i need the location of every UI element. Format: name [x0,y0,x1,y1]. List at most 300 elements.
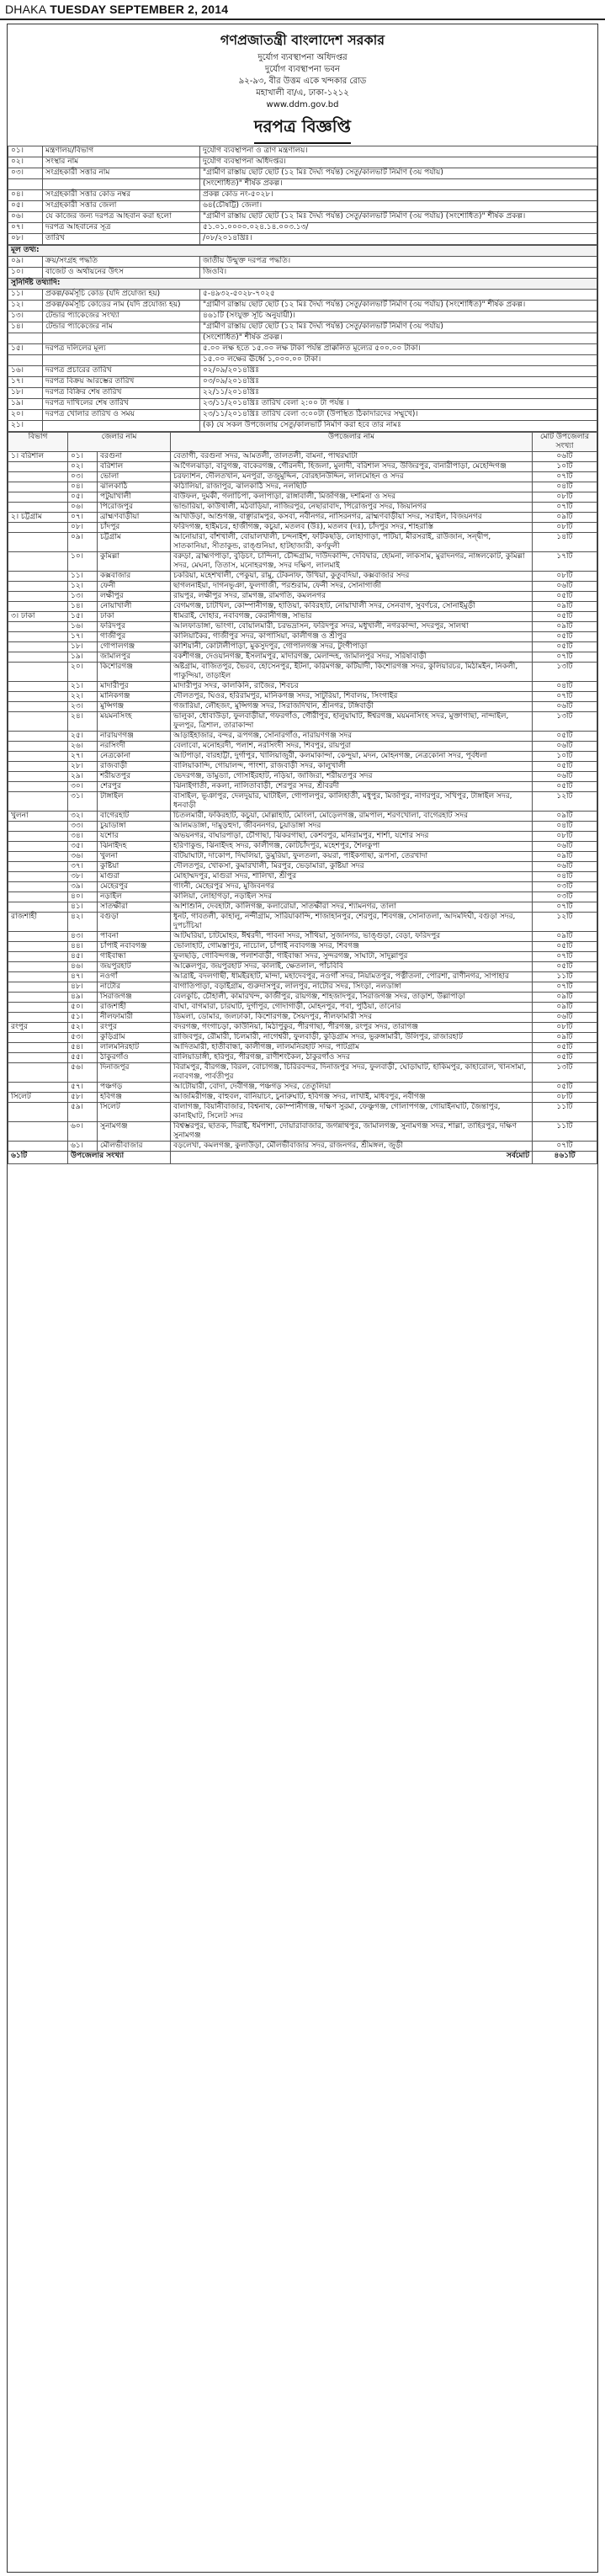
upazila-count: ০৮টি [533,572,597,582]
district-number: ৩৬। [68,852,98,862]
upazila-list: আটঘরিয়া, চাটমোহর, ঈশ্বরদী, পাবনা সদর, সাঁথিয়া, সুজানগর, ভাঙ্গুড়া, বেড়া, ফরিদপুর [171,932,533,942]
district-row [8,1023,597,1033]
division-name [8,1033,68,1043]
division-name [8,572,68,582]
district-number: ৩৪। [68,832,98,842]
district-number: ১০। [68,552,98,572]
row-number: ০৭। [8,223,43,234]
row-value: ২২/১১/২০১৪খ্রিঃ [200,388,597,399]
district-name: নড়াইল [98,892,171,902]
district-name: মানিকগঞ্জ [98,692,171,702]
row-value: ৫-৪৯৩২-৫০২৮-৭০২৫ [200,290,597,301]
district-row [8,1003,597,1013]
upazila-list: আখাউড়া, আশুগঞ্জ, বাঞ্ছারামপুর, কসবা, নবীনগর, নাসিরনগর, ব্রাহ্মণবাড়ীয়া সদর, সরাইল, বিজয়নগর [171,513,533,523]
district-number: ৫৫। [68,1053,98,1063]
row-number: ১৬। [8,366,43,377]
district-number: ২৬। [68,742,98,752]
upazila-count: ০৭টি [533,952,597,962]
district-number: ৩৩। [68,822,98,832]
upazila-list: রায়পুর, লক্ষীপুর সদর, রামগঞ্জ, রামগতি, কমলনগর [171,592,533,602]
district-name: টাঙ্গাইল [98,792,171,812]
district-name: লালমনিরহাট [98,1043,171,1053]
row-label: দরপত্র খোলার তারিখ ও সময় [43,410,200,421]
district-name: চাঁপাই নবাবগঞ্জ [98,942,171,952]
upazila-count: ১৩টি [533,663,597,682]
key-table [8,245,597,432]
district-number: ২২। [68,692,98,702]
upazila-list: আটপাড়া, বারহাট্টা, দুর্গাপুর, খালিয়াজুরী, কলমাকান্দা, কেন্দুয়া, মদন, মোহনগঞ্জ, নেত্রকোনা সদর, পূর্বধলা [171,752,533,762]
row-number: ১৫। [8,344,43,355]
upazila-count: ০৬টি [533,862,597,872]
district-number: ১৭। [68,632,98,642]
upazila-count: ০৩টি [533,892,597,902]
district-name: দিনাজপুর [98,1063,171,1083]
division-name [8,642,68,652]
upazila-count: ১৭টি [533,552,597,572]
grand-total-count: ৪৬১টি [533,1152,597,1164]
upazila-list: মোহাম্মদপুর, মাগুরা সদর, শালিখা, শ্রীপুর [171,872,533,882]
district-row [8,742,597,752]
district-row [8,762,597,772]
division-name [8,872,68,882]
district-name: সাতক্ষীরা [98,902,171,913]
district-number: ১৪। [68,602,98,612]
district-name: সিলেট [98,1103,171,1122]
upazila-list: আটোয়ারী, বোদা, দেবীগঞ্জ, পঞ্চগড় সদর, তেতুলিয়া [171,1083,533,1093]
division-name [8,852,68,862]
info-row [8,234,597,245]
row-value: ২৩/১১/২০১৪খ্রিঃ তারিখ বেলা ২:০০ টা পর্যন্ত । [200,399,597,410]
row-label: সংগ্রহকারী সত্তার জেলা [43,201,200,212]
district-row [8,772,597,782]
info-row [8,344,597,355]
district-number: ৫২। [68,1023,98,1033]
district-number: ২০। [68,663,98,682]
district-name: ব্রাহ্মণবাড়ীয়া [98,513,171,523]
upazila-list: ভান্ডারিয়া, কাউখালী, মঠবাড়িয়া, নাজিরপুর, নেছারাবাদ, পিরোজপুর সদর, জিয়ানগর [171,503,533,513]
upazila-count: ০৭টি [533,982,597,993]
district-row [8,523,597,533]
row-value: ৪৬১টি (সংযুক্ত সূচি অনুযায়ী)। [200,311,597,322]
district-row [8,1043,597,1053]
district-number: ৪১। [68,902,98,913]
district-name: পটুয়াখালী [98,492,171,503]
district-name: চুয়াডাঙ্গা [98,822,171,832]
district-number: ০১। [68,452,98,462]
row-value: দুর্যোগ ব্যবস্থাপনা ও ত্রাণ মন্ত্রণালয়। [200,146,597,157]
district-name: খুলনা [98,852,171,862]
row-value: ৫.০০ লক্ষ হতে ১৫.০০ লক্ষ টাকা পর্যন্ত প্রাক্কলিত মূল্যের ৫০০.০০ টাকা। [200,344,597,355]
row-label [43,179,200,190]
upazila-count: ০৬টি [533,772,597,782]
upazila-list: ভালুকা, ধোবাউড়া, ফুলবাড়ীয়া, গফরগাঁও, গৌরীপুর, হালুয়াঘাট, ঈশ্বরগঞ্জ, ময়মনসিংহ সদর, মুক্তাগাছা, নান্দাইল, ফুলপুর, ত্রিশাল, তারাকান্দা [171,712,533,732]
masthead-paper: DHAKA [5,3,47,16]
upazila-list: কালিয়া, লোহাগড়া, নড়াইল সদর [171,892,533,902]
row-label: যে কাজের জন্য দরপত্র আহবান করা হলো [43,212,200,223]
district-number: ৫৮। [68,1093,98,1103]
upazila-list: বেলকুচি, চৌহালী, কামারখন্দ, কাজীপুর, রায়গঞ্জ, শাহজাদপুর, সিরাজগঞ্জ সদর, তাড়াশ, উল্লাপাড়া [171,993,533,1003]
upazila-count: ০৯টি [533,513,597,523]
row-value: /০৮/২০১৪খ্রিঃ। [200,234,597,245]
district-number: ০৬। [68,503,98,513]
upazila-count: ০৫টি [533,1053,597,1063]
info-row [8,212,597,223]
division-name [8,1083,68,1093]
row-value: "গ্রামীণ রাস্তায় ছোট ছোট (১২ মিঃ দৈর্ঘ্য পর্যন্ত) সেতু/কালভার্ট নির্মাণ (৩য় পর্যায়) [200,322,597,333]
upazila-count: ০৯টি [533,602,597,612]
district-table [8,432,597,1164]
row-number: ১৯। [8,399,43,410]
district-name: গাজীপুর [98,632,171,642]
upazila-count: ০৭টি [533,1142,597,1152]
district-number: ০৩। [68,472,98,482]
district-row [8,732,597,742]
office-line: দুর্যোগ ব্যবস্থাপনা অধিদপ্তর [257,53,348,62]
row-label: দরপত্র আহবানের সূত্র [43,223,200,234]
upazila-count: ১৪টি [533,533,597,552]
division-name [8,1063,68,1083]
tender-notice [7,24,598,2573]
district-name: পাবনা [98,932,171,942]
row-label: দরপত্র দলিলের মূল্য [43,344,200,355]
row-number: ০৩। [8,168,43,179]
district-number: ৪৪। [68,942,98,952]
district-name: বগুড়া [98,913,171,932]
district-row [8,1103,597,1122]
office-line: ৯২-৯৩, বীর উত্তম একে খন্দকার রোড [238,77,367,86]
district-row [8,612,597,622]
district-number: ৩১। [68,792,98,812]
grand-total-label: সর্বমোট [171,1152,533,1164]
division-name [8,952,68,962]
district-row [8,902,597,913]
district-number: ০৯। [68,533,98,552]
district-row [8,582,597,592]
upazila-count: ১০টি [533,462,597,472]
upazila-count: ০৫টি [533,762,597,772]
district-name: নওগাঁ [98,972,171,982]
division-name [8,1053,68,1063]
upazila-count: ০৬টি [533,742,597,752]
notice-title: দরপত্র বিজ্ঞপ্তি [254,114,351,144]
district-number: ২৪। [68,712,98,732]
row-number: ০৮। [8,234,43,245]
district-name: গোপালগঞ্জ [98,642,171,652]
district-row [8,472,597,482]
division-name [8,942,68,952]
division-name [8,663,68,682]
row-number: ০৫। [8,201,43,212]
division-name: রাজশাহী [8,913,68,932]
district-name: রাজবাড়ী [98,762,171,772]
district-row [8,533,597,552]
upazila-count: ১১টি [533,972,597,982]
upazila-list: দৌলতপুর, খোকসা, কুমারখালী, মিরপুর, ভেড়ামারা, কুষ্টিয়া সদর [171,862,533,872]
upazila-list: অভয়নগর, বাঘারপাড়া, চৌগাছা, ঝিকরগাছা, কেশবপুর, মনিরামপুর, শার্শা, যশোর সদর [171,832,533,842]
row-label [43,355,200,366]
district-row [8,892,597,902]
district-row [8,503,597,513]
info-row [8,399,597,410]
upazila-list: আজমিরীগঞ্জ, বাহুবল, বানিয়াচং, চুনারুঘাট, হবিগঞ্জ সদর, লাখাই, মাধবপুর, নবীগঞ্জ [171,1093,533,1103]
upazila-list: ফরিদগঞ্জ, হাইমচর, হাজীগঞ্জ, কচুয়া, মতলব (উঃ), মতলব (দঃ), চাঁদপুর সদর, শাহরাস্তি [171,523,533,533]
row-label: প্রকল্প/কর্মসূচি কোডের নাম (যদি প্রযোজ্য হয়) [43,301,200,311]
row-value: প্রকল্প কোড নং-৫০২৮। [200,190,597,201]
division-name [8,552,68,572]
division-name [8,782,68,792]
district-name: হবিগঞ্জ [98,1093,171,1103]
upazila-count: ০৭টি [533,692,597,702]
district-number: ৬০। [68,1122,98,1142]
district-row [8,663,597,682]
row-label: টেন্ডার প্যাকেজের নাম [43,322,200,333]
district-number: ৩৮। [68,872,98,882]
division-name [8,772,68,782]
district-table-header: মোট উপজেলার সংখ্যা [533,433,597,452]
row-label: টেন্ডার প্যাকেজের সংখ্যা [43,311,200,322]
district-number: ৩৯। [68,882,98,892]
upazila-count: ০৯টি [533,993,597,1003]
upazila-list: বালাগঞ্জ, বিয়ানীবাজার, বিশ্বনাথ, কোম্পানীগঞ্জ, দক্ষিণ সুরমা, ফেঞ্চুগঞ্জ, গোলাপগঞ্জ, গোয়াইনঘাট, জৈন্তাপুর, কানাইঘাট, সিলেট সদর [171,1103,533,1122]
upazila-count: ০৮টি [533,1023,597,1033]
division-name [8,1142,68,1152]
upazila-list: চকরিয়া, মহেশখালী, পেকুয়া, রামু, টেকনাফ, উখিয়া, কুতুবদিয়া, কক্সবাজার সদর [171,572,533,582]
district-row [8,1053,597,1063]
division-name [8,902,68,913]
total-row [8,1152,597,1164]
row-number: ২১। [8,421,43,432]
info-row [8,146,597,157]
info-row [8,421,597,432]
district-row [8,622,597,632]
upazila-list: ভোলাহাট, গোমস্তাপুর, নাচোল, চাঁপাই নবাবগঞ্জ সদর, শিবগঞ্জ [171,942,533,952]
upazila-list: আনোয়ারা, বাঁশখালী, বোয়ালখালী, চন্দনাইশ, ফটিকছড়ি, লোহাগাড়া, পটিয়া, মীরসরাই, রাউজান, সন্দ্বীপ, সাতকানিয়া, সীতাকুন্ড, রাঙ্গুনিয়া, হাটহাজারী, কর্ণফুলী [171,533,533,552]
district-row [8,702,597,712]
upazila-list: বাসাইল, ভূঞাপুর, দেলদুয়ার, ঘাটাইল, গোপালপুর, কালিহাতী, মধুপুর, মির্জাপুর, নাগরপুর, সখিপুর, টাঙ্গাইল সদর, ধনবাড়ী [171,792,533,812]
district-row [8,652,597,663]
upazila-count: ১২টি [533,792,597,812]
district-row [8,1063,597,1083]
district-number: ৩৫। [68,842,98,852]
office-address [8,52,597,111]
upazila-count: ০৯টি [533,1033,597,1043]
upazila-count: ০৫টি [533,962,597,972]
row-value: দুর্যোগ ব্যবস্থাপনা অধিদপ্তর। [200,157,597,168]
upazila-count: ১১টি [533,1122,597,1142]
office-line[interactable]: www.ddm.gov.bd [266,100,339,109]
row-label: ক্রয়/সংগ্রহ পদ্ধতি [43,257,200,268]
upazila-count: ০৩টি [533,882,597,892]
district-name: কুড়িগ্রাম [98,1033,171,1043]
upazila-list: বেগমগঞ্জ, চাটখিল, কোম্পানীগঞ্জ, হাতিয়া, কবিরহাট, নোয়াখালী সদর, সেনবাগ, সুবর্ণচর, সোনাইমুড়ী [171,602,533,612]
upazila-count: ০৮টি [533,832,597,842]
row-value: জিওবি। [200,268,597,279]
district-name: মাদারীপুর [98,682,171,692]
division-name [8,652,68,663]
district-name: শরীয়তপুর [98,772,171,782]
upazila-count: ০৮টি [533,523,597,533]
info-row [8,377,597,388]
district-name: ভোলা [98,472,171,482]
info-row [8,223,597,234]
row-value: "গ্রামীণ রাস্তায় ছোট ছোট (১২ মিঃ দৈর্ঘ্য পর্যন্ত) সেতু/কালভার্ট নির্মাণ (৩য় পর্যায়) (সংশোধিত)" শীর্ষক প্রকল্প। [200,301,597,311]
district-name: ময়মনসিংহ [98,712,171,732]
district-name: মাগুরা [98,872,171,882]
row-number: ০১। [8,146,43,157]
district-name: চট্টগ্রাম [98,533,171,552]
upazila-list: বেতাগী, বরগুনা সদর, আমতলী, তালতলী, বামনা, পাথরঘাটা [171,452,533,462]
upazila-list: হরিণাকুন্ড, ঝিনাইদহ সদর, কালীগঞ্জ, কোটচাঁদপুর, মহেশপুর, শৈলকুপা [171,842,533,852]
district-row [8,752,597,762]
district-number: ৫৬। [68,1063,98,1083]
upazila-count: ১২টি [533,913,597,932]
upazila-list: আগৈলঝাড়া, বাবুগঞ্জ, বাকেরগঞ্জ, গৌরনদী, হিজলা, মুলাদী, বরিশাল সদর, উজিরপুর, বানারীপাড়া, মেহেন্দিগঞ্জ [171,462,533,472]
info-row [8,301,597,311]
district-name: ঝালকাঠি [98,482,171,492]
upazila-list: আলফাডাঙ্গা, ভাংগা, বোয়ালমারী, চরভদ্রাসন, ফরিদপুর সদর, মধুখালী, নগরকান্দা, সদরপুর, সালথা [171,622,533,632]
district-name: ঢাকা [98,612,171,622]
row-label [43,421,200,432]
row-value: ৬৪(চৌষট্টি) জেলা। [200,201,597,212]
division-name [8,732,68,742]
district-number: ০৭। [68,513,98,523]
district-number: ৩৭। [68,862,98,872]
upazila-list: বকশীগঞ্জ, দেওয়ানগঞ্জ, ইসলামপুর, মাদারগঞ্জ, মেলান্দহ, জামালপুর সদর, সরিষাবাড়ী [171,652,533,663]
division-name [8,482,68,492]
district-name: গাইবান্ধা [98,952,171,962]
division-name [8,762,68,772]
district-name: যশোর [98,832,171,842]
upazila-count: ০৪টি [533,482,597,492]
district-row [8,682,597,692]
district-name: সুনামগঞ্জ [98,1122,171,1142]
upazila-list: গাংনী, মেহেরপুর সদর, মুজিবনগর [171,882,533,892]
row-value: জাতীয় উন্মুক্ত দরপত্র পদ্ধতি। [200,257,597,268]
division-name [8,972,68,982]
upazila-count: ০৮টি [533,492,597,503]
district-number: ৫০। [68,1003,98,1013]
division-name [8,712,68,732]
division-name [8,892,68,902]
district-row [8,862,597,872]
info-row [8,388,597,399]
district-name: মৌলভীবাজার [98,1142,171,1152]
district-row [8,942,597,952]
upazila-count: ০৭টি [533,472,597,482]
upazila-count: ০৭টি [533,503,597,513]
district-row [8,952,597,962]
division-name [8,632,68,642]
row-label: সংগ্রহকারী সত্তার নাম [43,168,200,179]
division-name [8,862,68,872]
division-name [8,822,68,832]
info-row [8,410,597,421]
district-number: ৪০। [68,892,98,902]
district-name: বরগুনা [98,452,171,462]
district-number: ২৯। [68,772,98,782]
district-row [8,572,597,582]
district-row [8,872,597,882]
upazila-list: ভেদরগঞ্জ, ডামুড্যা, গোসাইরহাট, নড়িয়া, জাজিরা, শরীয়তপুর সদর [171,772,533,782]
district-name: পিরোজপুর [98,503,171,513]
upazila-list: বাগাতিপাড়া, বড়াইগ্রাম, গুরুদাসপুর, লালপুর, নাটোর সদর, সিংড়া, নলডাঙ্গা [171,982,533,993]
division-name [8,692,68,702]
division-name: ১। বরিশাল [8,452,68,462]
upazila-list: বাউফল, দুমকী, গলাচিপা, কলাপাড়া, রাঙ্গাবালী, মির্জাগঞ্জ, দশমিনা ও সদর [171,492,533,503]
district-name: ঝিনাইদহ [98,842,171,852]
district-row [8,452,597,462]
district-number: ০৮। [68,523,98,533]
upazila-count: ০৫টি [533,642,597,652]
upazila-list: ছাগলনাইয়া, দাগনভূঞা, ফুলগাজী, পরশুরাম, ফেনী সদর, সোনাগাজী [171,582,533,592]
upazila-count: ১০টি [533,752,597,762]
info-row [8,157,597,168]
district-row [8,462,597,472]
upazila-count: ০৬টি [533,582,597,592]
upazila-list: দৌলতপুর, ঘিওর, হরিরামপুর, মানিকগঞ্জ সদর, সাটুরিয়া, শিবালয়, সিংগাইর [171,692,533,702]
district-row [8,1122,597,1142]
upazila-count: ০৫টি [533,732,597,742]
district-number: ২৮। [68,762,98,772]
district-number: ৫৪। [68,1043,98,1053]
upazila-count: ০৭টি [533,652,597,663]
division-name [8,472,68,482]
district-number: ১৮। [68,642,98,652]
district-number: ৬১। [68,1142,98,1152]
office-line: মহাখালী বা/এ, ঢাকা-১২১২ [256,88,349,98]
upazila-count: ০৯টি [533,1003,597,1013]
district-number: ৪৬। [68,962,98,972]
upazila-list: ধুনট, গাবতলী, কাহালু, নন্দীগ্রাম, সারিয়াকান্দি, শাজাহানপুর, শেরপুর, শিবগঞ্জ, সোনাতলা, আদমদিঘী, বগুড়া সদর, দুপচাঁচিয়া [171,913,533,932]
upazila-count: ০৫টি [533,632,597,642]
district-name: বরিশাল [98,462,171,472]
district-table-header: বিভাগ [8,433,68,452]
upazila-count: ০৫টি [533,1083,597,1093]
row-label: দরপত্র বিক্রির শেষ তারিখ [43,388,200,399]
division-name [8,682,68,692]
upazila-list: আড়াইহাজার, বন্দর, রূপগঞ্জ, সোনারগাঁও, নারায়ণগঞ্জ সদর [171,732,533,742]
district-row [8,1013,597,1023]
notice-header [8,24,597,146]
district-name: মুন্সিগঞ্জ [98,702,171,712]
upazila-count: ১৩টি [533,712,597,732]
district-number: ২৩। [68,702,98,712]
info-row [8,257,597,268]
row-number: ১৮। [8,388,43,399]
upazila-list: আলমডাঙ্গা, দামুড়হুদা, জীবননগর, চুয়াডাঙ্গা সদর [171,822,533,832]
district-row [8,602,597,612]
division-name [8,523,68,533]
district-table-header: উপজেলার নাম [171,433,533,452]
info-row [8,201,597,212]
district-row [8,513,597,523]
district-name: কক্সবাজার [98,572,171,582]
district-row [8,932,597,942]
upazila-list: চরফ্যাশন, দৌলতখান, মনপুরা, তজুমুদ্দিন, বোরহানউদ্দিন, লালমোহন ও সদর [171,472,533,482]
info-row [8,190,597,201]
division-name: ৩। ঢাকা [8,612,68,622]
district-row [8,642,597,652]
district-number: ৫১। [68,1013,98,1023]
district-name: জয়পুরহাট [98,962,171,972]
info-row [8,179,597,190]
district-number: ২৫। [68,732,98,742]
upazila-list: ডিমলা, ডোমার, জলঢাকা, কিশোরগঞ্জ, সৈয়দপুর, নীলফামারী সদর [171,1013,533,1023]
upazila-list: বদরগঞ্জ, গংগাচড়া, কাউনিয়া, মিঠাপুকুর, পীরগাছা, পীরগঞ্জ, রংপুর সদর, তারাগঞ্জ [171,1023,533,1033]
division-name [8,533,68,552]
upazila-list: কাঠালিয়া, রাজাপুর, ঝালকাঠি সদর, নলছিটি [171,482,533,492]
district-row [8,1033,597,1043]
